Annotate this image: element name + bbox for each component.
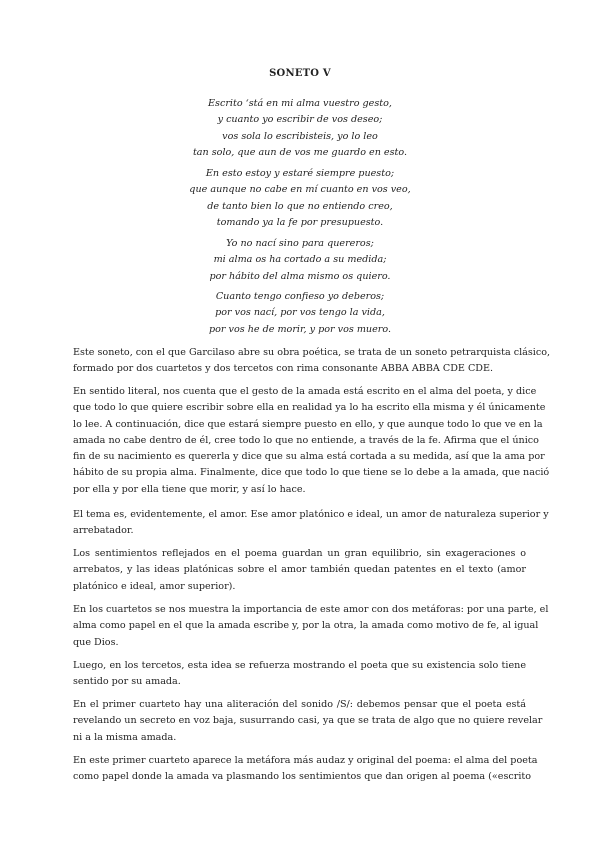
text-line: por ella y por ella tiene que morir, y así lo hace. [73,483,306,495]
text-line: Luego, en los tercetos, esta idea se refuerza mostrando el poeta que su existencia solo tiene [73,660,526,671]
verse-line: por vos nací, por vos tengo la vida, [215,307,385,319]
verse-line: que aunque no cabe en mí cuanto en vos veo, [189,184,411,196]
text-line: En el primer cuarteto hay una aliteración del sonido /S/: debemos pensar que el poeta está [73,699,526,710]
text-line: arrebatos, y las ideas platónicas sobre el amor también quedan patentes en el texto (amor [73,564,526,576]
verse-line: Yo no nací sino para quereros; [226,238,374,249]
text-line: revelando un secreto en voz baja, susurrando casi, ya que se trata de algo que no quiere revelar [73,715,543,727]
verse-line: y cuanto yo escribir de vos deseo; [217,114,383,126]
verse-line: por hábito del alma mismo os quiero. [209,270,391,282]
verse-line: En esto estoy y estaré siempre puesto; [205,168,395,179]
text-line: Este soneto, con el que Garcilaso abre su obra poética, se trata de un soneto petrarquista clásico, [73,347,551,358]
stanza-2 [0,166,600,231]
text-line: sentido por su amada. [73,676,181,688]
paragraph-1 [73,345,551,378]
poem-title: SONETO V [269,68,331,79]
paragraph-5 [73,602,549,651]
paragraph-2 [73,384,550,498]
text-line: En este primer cuarteto aparece la metáfora más audaz y original del poema: el alma del poeta [73,755,538,766]
verse-line: mi alma os ha cortado a su medida; [213,254,387,266]
verse-line: tomando ya la fe por presupuesto. [216,216,384,228]
verse-line: vos sola lo escribisteis, yo lo leo [222,130,378,142]
verse-line: Escrito ‘stá en mi alma vuestro gesto, [208,98,392,109]
paragraph-8 [73,753,538,786]
verse-line: Cuanto tengo confieso yo deberos; [215,291,385,302]
text-line: El tema es, evidentemente, el amor. Ese amor platónico e ideal, un amor de naturaleza superior y [73,509,549,520]
text-line: como papel donde la amada va plasmando los sentimientos que dan origen al poema («escrito [73,771,532,783]
text-line: que Dios. [73,636,119,648]
text-line: Los sentimientos reflejados en el poema guardan un gran equilibrio, sin exageraciones o [73,548,526,559]
text-line: En sentido literal, nos cuenta que el gesto de la amada está escrito en el alma del poeta, y dice [73,386,537,397]
verse-line: por vos he de morir, y por vos muero. [208,323,392,335]
text-line: alma como papel en el que la amada escribe y, por la otra, la amada como motivo de fe, al igual [73,620,539,632]
text-line: lo lee. A continuación, dice que estará siempre puesto en ello, y que aunque todo lo que ve en la [73,418,543,430]
text-line: formado por dos cuartetos y dos tercetos con rima consonante ABBA ABBA CDE CDE. [73,363,494,375]
text-line: arrebatador. [73,525,134,537]
text-line: platónico e ideal, amor superior). [73,580,236,592]
stanza-3 [0,236,600,285]
text-line: En los cuartetos se nos muestra la importancia de este amor con dos metáforas: por una parte, el [73,604,549,615]
paragraph-6 [73,658,526,691]
text-line: ni a la misma amada. [73,731,177,743]
verse-line: tan solo, que aun de vos me guardo en esto. [192,146,408,158]
text-line: amada no cabe dentro de él, cree todo lo que no entiende, a través de la fe. Afirma que el único [73,434,539,446]
paragraph-4 [73,546,526,595]
text-line: fin de su nacimiento es quererla y dice que su alma está cortada a su medida, así que la ama por [73,451,545,463]
text-line: hábito de su propia alma. Finalmente, dice que todo lo que tiene se lo debe a la amada, que nació [73,467,550,479]
text-line: que todo lo que quiere escribir sobre ella en realidad ya lo ha escrito ella misma y él únicamente [73,402,546,414]
stanza-1 [0,96,600,161]
paragraph-7 [73,697,543,746]
paragraph-3 [73,507,549,540]
verse-line: de tanto bien lo que no entiendo creo, [207,200,393,212]
stanza-4 [0,289,600,338]
